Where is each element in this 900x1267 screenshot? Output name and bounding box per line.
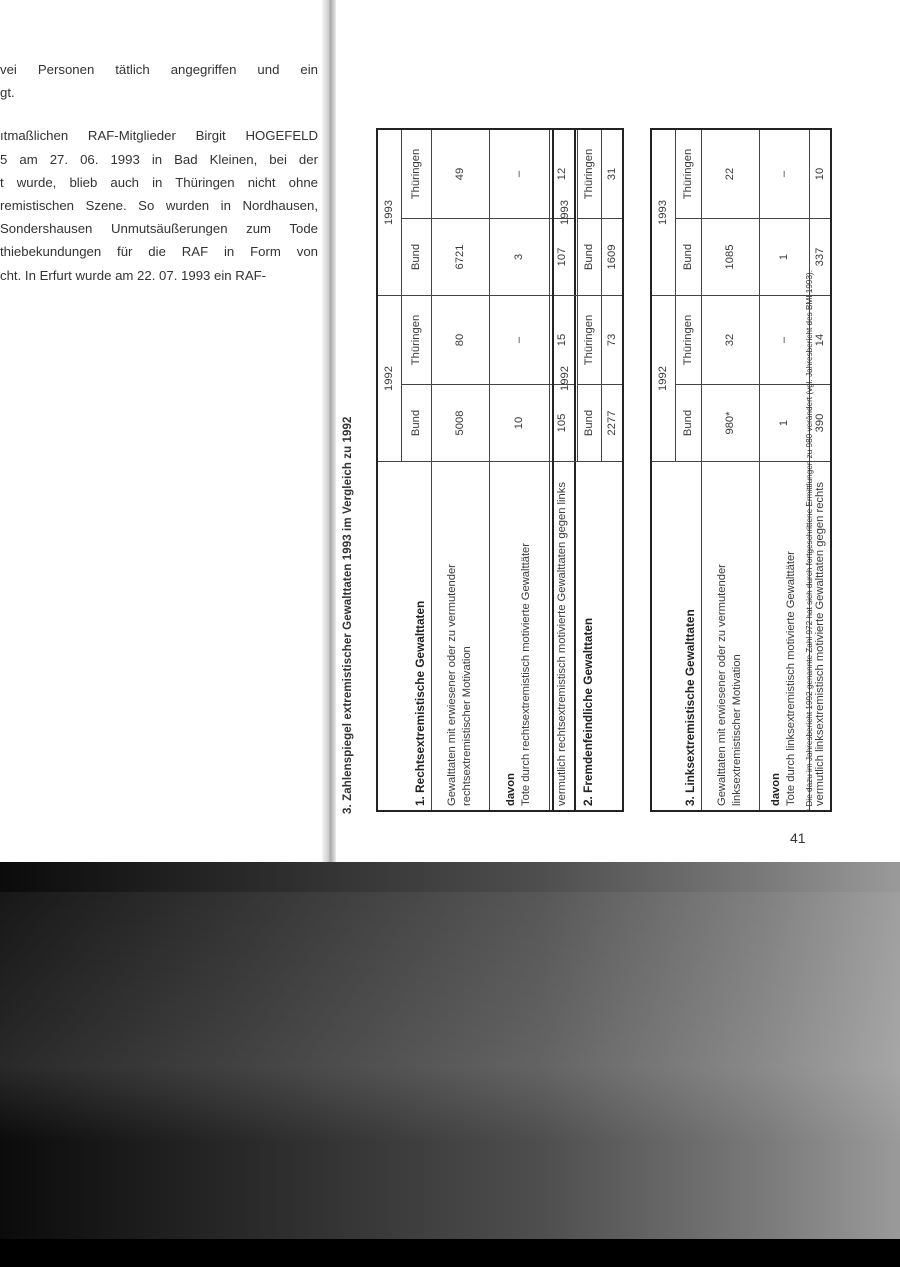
table-xenophobic bbox=[552, 128, 624, 812]
left-text-line: thiebekundungen für die RAF in Form von bbox=[0, 244, 318, 260]
year-header: 1993 bbox=[553, 129, 577, 296]
column-header: Bund bbox=[401, 219, 431, 296]
cell-value: 337 bbox=[809, 219, 831, 296]
row-label: Tote durch rechtsextremistisch motivierte Gewalttäter bbox=[520, 543, 532, 806]
cell-value: – bbox=[759, 129, 809, 219]
rotated-table-block bbox=[340, 66, 826, 826]
left-text-line: ıtmaßlichen RAF-Mitglieder Birgit HOGEFELD bbox=[0, 128, 318, 144]
section-heading: 3. Zahlenspiegel extremistischer Gewalttaten 1993 im Vergleich zu 1992 bbox=[342, 416, 354, 814]
column-header: Bund bbox=[675, 219, 701, 296]
column-header: Thüringen bbox=[401, 129, 431, 219]
row-label: Gewalttaten mit erwiesener oder zu vermutender rechtsextremistischer Motivation bbox=[431, 462, 489, 812]
cell-value: 3 bbox=[489, 219, 549, 296]
year-header: 1992 bbox=[651, 296, 675, 462]
cell-value: – bbox=[489, 129, 549, 219]
cell-value: 5008 bbox=[431, 385, 489, 462]
row-label: Tote durch linksextremistisch motivierte Gewalttäter bbox=[785, 551, 797, 806]
cell-value: 105 bbox=[549, 385, 575, 462]
cell-value: 10 bbox=[809, 129, 831, 219]
column-header: Thüringen bbox=[577, 296, 601, 385]
row-label: Gewalttaten mit erwiesener oder zu vermutender linksextremistischer Motivation bbox=[701, 462, 759, 812]
page-number: 41 bbox=[790, 830, 806, 846]
row-prefix: davon bbox=[770, 773, 782, 806]
cell-value: 1 bbox=[759, 385, 809, 462]
cell-value: 22 bbox=[701, 129, 759, 219]
footnote: * Die dazu im Jahresbericht 1992 genannte Zahl 972 hat sich durch fortgeschrittene Ermittlungen zu 980 verändert (vgl. Jahresbericht des BMI 1993). bbox=[805, 269, 814, 812]
cell-value: 15 bbox=[549, 296, 575, 385]
table-row bbox=[701, 129, 759, 811]
column-header: Bund bbox=[577, 385, 601, 462]
left-text-line: gt. bbox=[0, 85, 15, 101]
left-page-text bbox=[0, 58, 318, 287]
cell-value: 49 bbox=[431, 129, 489, 219]
column-header: Thüringen bbox=[675, 296, 701, 385]
column-header: Thüringen bbox=[401, 296, 431, 385]
year-header: 1993 bbox=[377, 129, 401, 296]
table-row bbox=[431, 129, 489, 811]
table-title: 2. Fremdenfeindliche Gewalttaten bbox=[553, 462, 623, 812]
cell-value: 31 bbox=[601, 129, 623, 219]
cell-value: 390 bbox=[809, 385, 831, 462]
cell-value: 2277 bbox=[601, 385, 623, 462]
left-text-line: vei Personen tätlich angegriffen und ein bbox=[0, 62, 318, 77]
left-text-line: 5 am 27. 06. 1993 in Bad Kleinen, bei der bbox=[0, 151, 318, 167]
cell-value: 12 bbox=[549, 129, 575, 219]
cell-value: – bbox=[759, 296, 809, 385]
year-header: 1993 bbox=[651, 129, 675, 296]
cell-value: 73 bbox=[601, 296, 623, 385]
cell-value: 1085 bbox=[701, 219, 759, 296]
cell-value: 107 bbox=[549, 219, 575, 296]
table-title: 3. Linksextremistische Gewalttaten bbox=[651, 462, 701, 812]
table-right-extremist bbox=[376, 128, 576, 812]
cell-value: 1 bbox=[759, 219, 809, 296]
table-title: 1. Rechtsextremistische Gewalttaten bbox=[377, 462, 431, 812]
row-label: vermutlich linksextremistisch motivierte Gewalttaten gegen rechts bbox=[809, 462, 831, 812]
book-spine bbox=[322, 0, 336, 900]
column-header: Bund bbox=[577, 219, 601, 296]
column-header: Bund bbox=[401, 385, 431, 462]
table-row bbox=[759, 129, 809, 811]
scanner-background bbox=[0, 862, 900, 1267]
row-label: vermutlich rechtsextremistisch motivierte Gewalttaten gegen links bbox=[549, 462, 575, 812]
cell-value: 14 bbox=[809, 296, 831, 385]
cell-value: 980* bbox=[701, 385, 759, 462]
table-row bbox=[489, 129, 549, 811]
left-text-line: remistischen Szene. So wurden in Nordhausen, bbox=[0, 198, 318, 214]
column-header: Thüringen bbox=[675, 129, 701, 219]
year-header: 1992 bbox=[377, 296, 401, 462]
row-prefix: davon bbox=[505, 773, 517, 806]
cell-value: 6721 bbox=[431, 219, 489, 296]
year-header: 1992 bbox=[553, 296, 577, 462]
left-text-line: t wurde, blieb auch in Thüringen nicht ohne bbox=[0, 174, 318, 190]
column-header: Thüringen bbox=[577, 129, 601, 219]
column-header: Bund bbox=[675, 385, 701, 462]
cell-value: 10 bbox=[489, 385, 549, 462]
cell-value: 1609 bbox=[601, 219, 623, 296]
left-text-line: cht. In Erfurt wurde am 22. 07. 1993 ein RAF- bbox=[0, 267, 267, 283]
cell-value: 80 bbox=[431, 296, 489, 385]
left-text-line: Sondershausen Unmutsäußerungen zum Tode bbox=[0, 221, 318, 237]
cell-value: – bbox=[489, 296, 549, 385]
cell-value: 32 bbox=[701, 296, 759, 385]
